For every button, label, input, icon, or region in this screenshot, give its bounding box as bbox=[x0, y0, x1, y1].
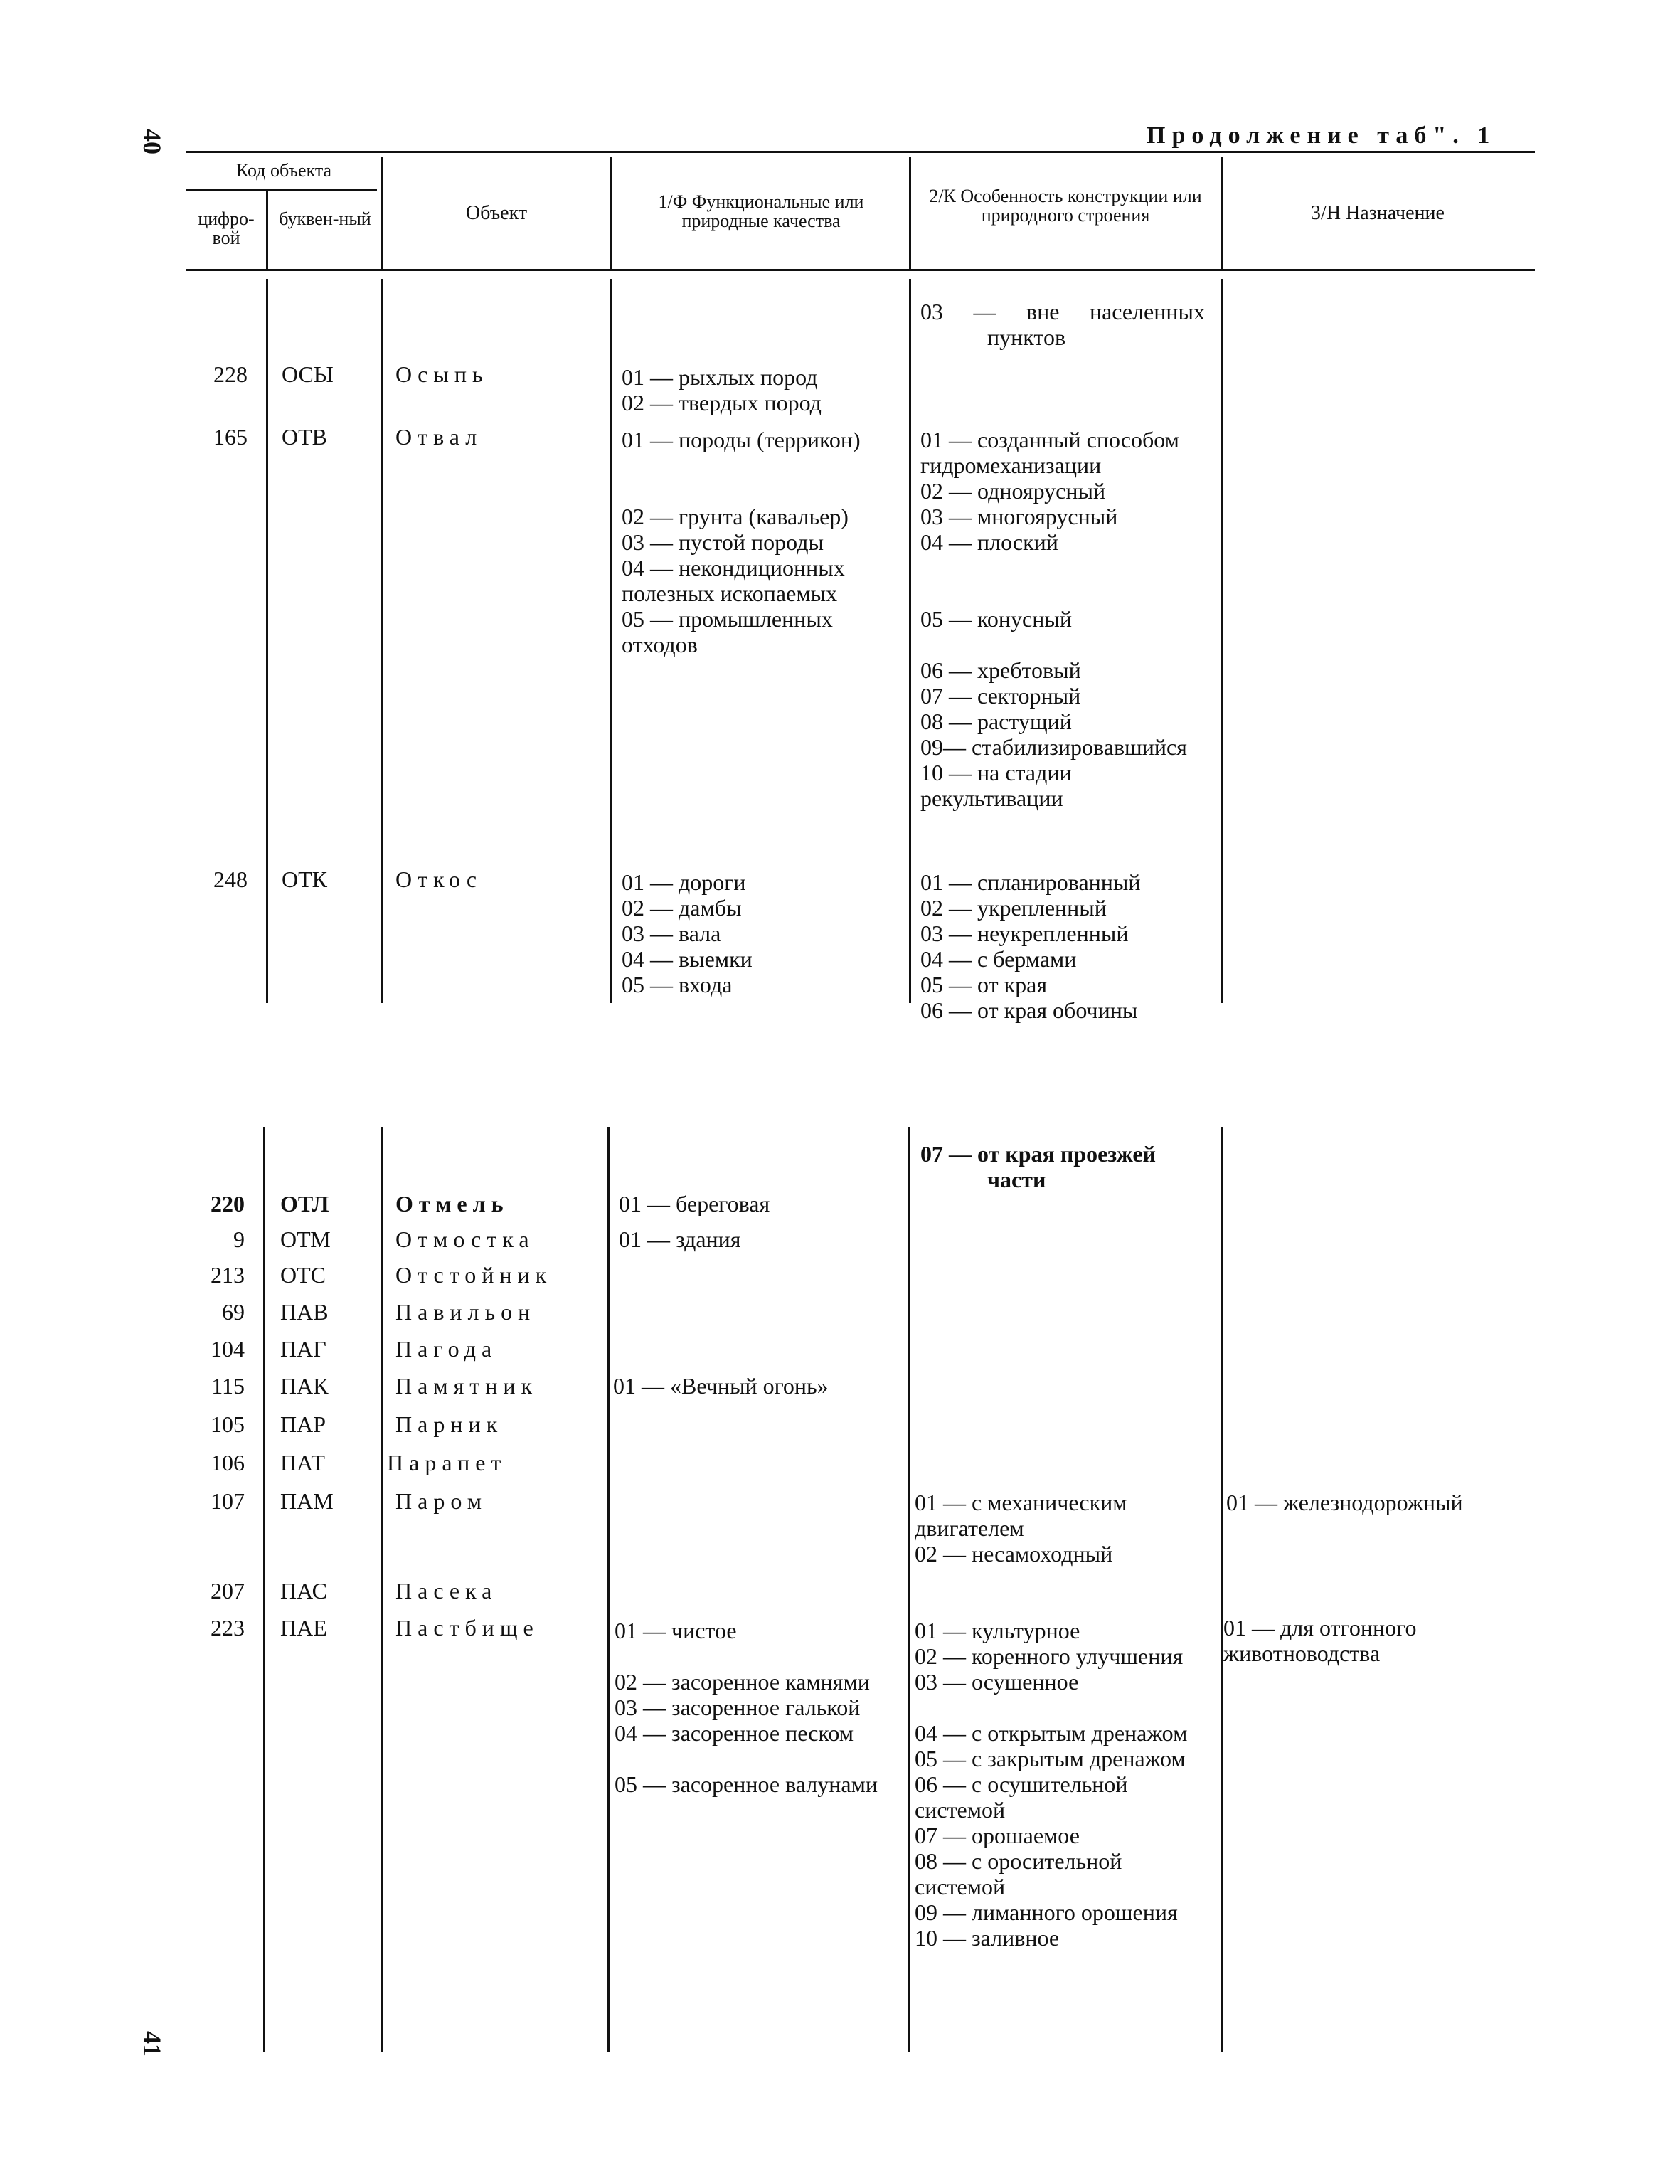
row-otkos-functional: 01 — дороги 02 — дамбы 03 — вала 04 — выемки 05 — входа bbox=[622, 869, 753, 997]
section2-col-divider bbox=[607, 1127, 610, 2052]
row-otkos-code: ОТК bbox=[282, 866, 327, 892]
section1-col-divider bbox=[1221, 279, 1223, 1003]
row-otval-construction: 01 — созданный способом гидромеханизации 02 — одноярусный 03 — многоярусный 04 — плоский 05 — конусный 06 — хребтовый 07 — секторный 08 — растущий 09— стабилизировавшийся 10 — на стадии рекультивации bbox=[920, 427, 1187, 811]
row-paseka-code: ПАС bbox=[280, 1578, 327, 1603]
row-pastbishche-functional: 01 — чистое 02 — засоренное камнями 03 — засоренное галькой 04 — засоренное песком 05 — засоренное валунами bbox=[615, 1618, 878, 1797]
row-pagoda-name: Пагода bbox=[395, 1336, 498, 1362]
row-monument-number: 115 bbox=[211, 1373, 245, 1399]
row-otval-number: 165 bbox=[213, 424, 248, 450]
header-top-rule bbox=[186, 151, 1535, 153]
section2-col-divider bbox=[908, 1127, 910, 2052]
row-parom-construction: 01 — с механическим двигателем 02 — несамоходный bbox=[915, 1490, 1127, 1567]
row-otkos-name: Откос bbox=[395, 866, 483, 892]
row-otval-name: Отвал bbox=[395, 424, 483, 450]
row-parapet-name: Парапет bbox=[387, 1450, 507, 1475]
section1-col-divider bbox=[909, 279, 911, 1003]
row-otmel-name: Отмель bbox=[395, 1191, 509, 1216]
row-osyp-name: Осыпь bbox=[395, 361, 489, 387]
row-pagoda-code: ПАГ bbox=[280, 1336, 326, 1362]
row-otkos-construction: 01 — спланированный 02 — укрепленный 03 — неукрепленный 04 — с бермами 05 — от края 06 — от края обочины bbox=[920, 869, 1141, 1023]
page-number-bottom: 41 bbox=[138, 2031, 166, 2057]
header-col-divider bbox=[266, 189, 268, 269]
row-otmel-functional: 01 — береговая bbox=[619, 1191, 770, 1216]
header-functional: 1/Ф Функциональные или природные качества bbox=[658, 191, 864, 231]
row-otmostka-code: ОТМ bbox=[280, 1226, 331, 1252]
row-paseka-number: 207 bbox=[211, 1578, 245, 1603]
row-parom-purpose: 01 — железнодорожный bbox=[1226, 1490, 1463, 1515]
row-parnik-name: Парник bbox=[395, 1411, 504, 1437]
row-otmel-code: ОТЛ bbox=[280, 1191, 329, 1216]
row-pavilion-name: Павильон bbox=[395, 1299, 536, 1325]
row-otmostka-functional: 01 — здания bbox=[619, 1226, 741, 1252]
row-otmel-number: 220 bbox=[211, 1191, 245, 1216]
row-osyp-code: ОСЫ bbox=[282, 361, 334, 387]
row-otmostka-number: 9 bbox=[233, 1226, 245, 1252]
row-pastbishche-construction: 01 — культурное 02 — коренного улучшения 03 — осушенное 04 — с открытым дренажом 05 — с закрытым дренажом 06 — с осушительной системой 07 — орошаемое 08 — с оросительной системой 09 — лиманного орошения 10 — заливное bbox=[915, 1618, 1188, 1951]
row-osyp-number: 228 bbox=[213, 361, 248, 387]
row-monument-code: ПАК bbox=[280, 1373, 329, 1399]
row-osyp-functional: 01 — рыхлых пород 02 — твердых пород bbox=[622, 364, 822, 415]
row-parapet-code: ПАТ bbox=[280, 1450, 325, 1475]
code-group-rule bbox=[186, 189, 377, 191]
row-otval-code: ОТВ bbox=[282, 424, 327, 450]
row-pavilion-code: ПАВ bbox=[280, 1299, 329, 1325]
row-otval-functional: 01 — породы (террикон) 02 — грунта (кавальер) 03 — пустой породы 04 — некондиционных полезных ископаемых 05 — промышленных отходов bbox=[622, 427, 861, 657]
row-pastbishche-number: 223 bbox=[211, 1615, 245, 1640]
row-parom-number: 107 bbox=[211, 1488, 245, 1514]
row-pastbishche-name: Пастбище bbox=[395, 1615, 539, 1640]
header-col-divider bbox=[381, 157, 383, 269]
section2-continuation: 07 — от края проезжей части bbox=[920, 1141, 1156, 1192]
section1-col-divider bbox=[266, 279, 268, 1003]
row-parnik-code: ПАР bbox=[280, 1411, 326, 1437]
row-parnik-number: 105 bbox=[211, 1411, 245, 1437]
row-pagoda-number: 104 bbox=[211, 1336, 245, 1362]
row-otstoynik-code: ОТС bbox=[280, 1262, 326, 1288]
section2-col-divider bbox=[381, 1127, 383, 2052]
header-code-group: Код объекта bbox=[235, 160, 332, 181]
header-letter-code: буквен-ный bbox=[279, 208, 371, 229]
row-monument-name: Памятник bbox=[395, 1373, 538, 1399]
section1-continuation: 03 — вне населенных пунктов bbox=[920, 299, 1205, 350]
section2-col-divider bbox=[263, 1127, 265, 2052]
page-number-top: 40 bbox=[138, 129, 166, 154]
header-col-divider bbox=[909, 157, 911, 269]
row-otstoynik-name: Отстойник bbox=[395, 1262, 553, 1288]
section1-col-divider bbox=[381, 279, 383, 1003]
row-pavilion-number: 69 bbox=[222, 1299, 245, 1325]
row-monument-functional: 01 — «Вечный огонь» bbox=[613, 1373, 829, 1399]
section2-col-divider bbox=[1221, 1127, 1223, 2052]
row-otkos-number: 248 bbox=[213, 866, 248, 892]
row-otstoynik-number: 213 bbox=[211, 1262, 245, 1288]
row-pastbishche-purpose: 01 — для отгонного животноводства bbox=[1223, 1615, 1417, 1666]
header-col-divider bbox=[610, 157, 612, 269]
header-col-divider bbox=[1221, 157, 1223, 269]
header-bottom-rule bbox=[186, 269, 1535, 271]
header-digital-code: цифро-вой bbox=[198, 208, 255, 248]
row-parom-name: Паром bbox=[395, 1488, 487, 1514]
row-paseka-name: Пасека bbox=[395, 1578, 498, 1603]
row-parom-code: ПАМ bbox=[280, 1488, 334, 1514]
row-pastbishche-code: ПАЕ bbox=[280, 1615, 327, 1640]
row-parapet-number: 106 bbox=[211, 1450, 245, 1475]
row-otmostka-name: Отмостка bbox=[395, 1226, 535, 1252]
header-purpose: 3/Н Назначение bbox=[1311, 202, 1445, 224]
header-construction: 2/К Особенность конструкции или природного строения bbox=[929, 186, 1202, 226]
page-title: Продолжение таб". 1 bbox=[1147, 122, 1496, 149]
section1-col-divider bbox=[610, 279, 612, 1003]
header-object: Объект bbox=[465, 202, 528, 224]
